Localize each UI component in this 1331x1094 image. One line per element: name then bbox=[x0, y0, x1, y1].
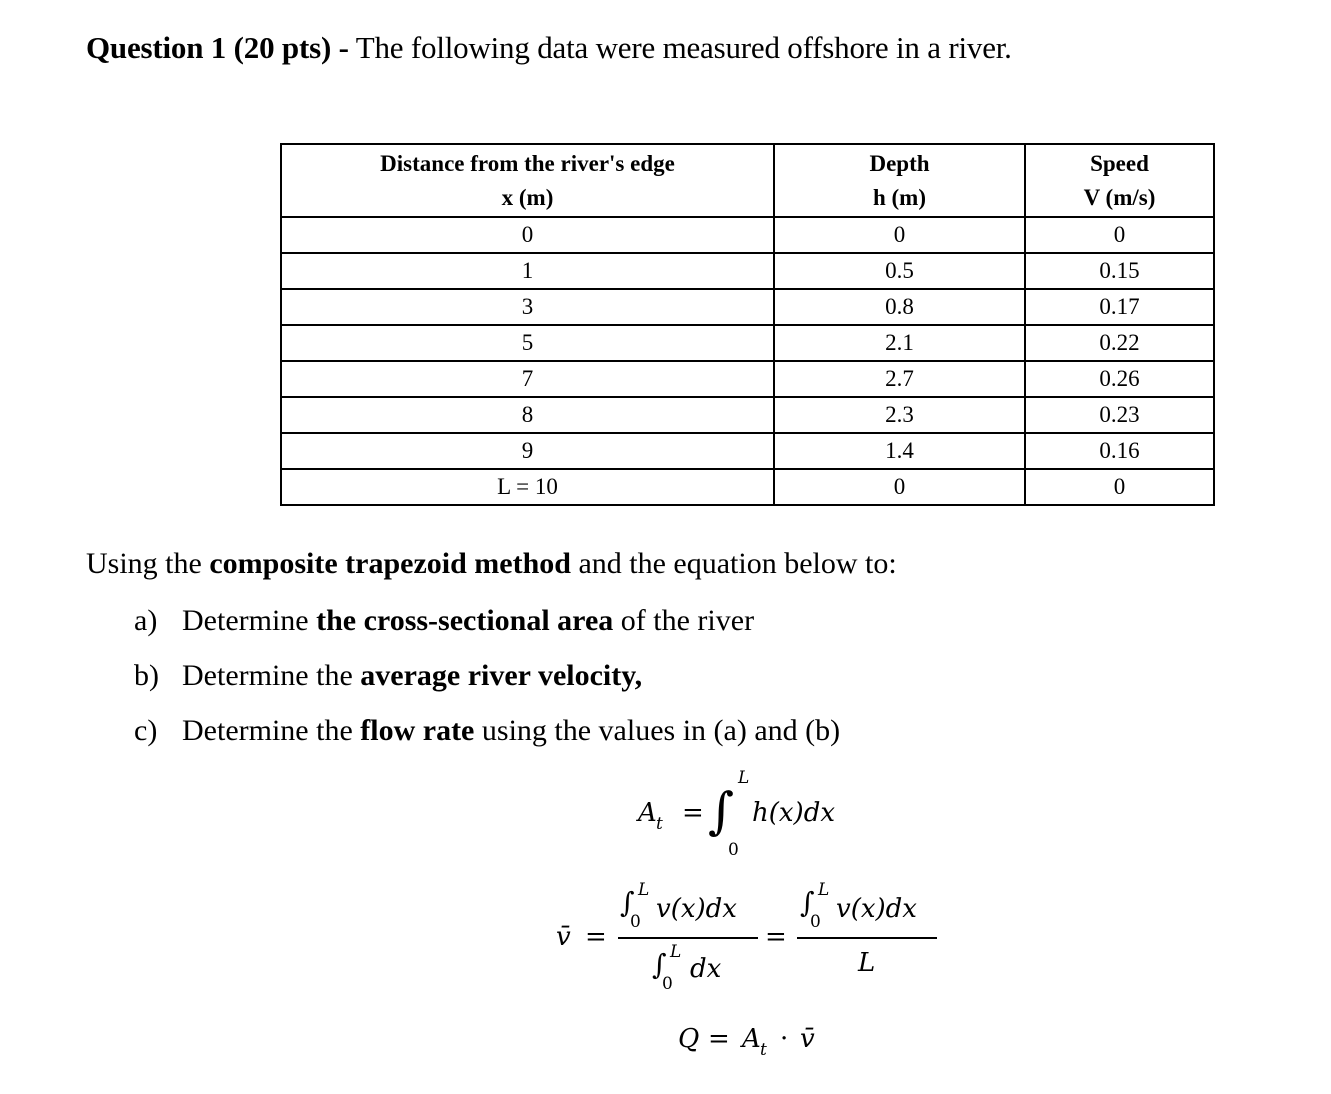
table-row bbox=[281, 433, 1214, 469]
num2-upper-limit: L bbox=[818, 880, 830, 900]
num1-integral-sign: ∫ bbox=[620, 886, 635, 919]
num1-lower-limit: 0 bbox=[630, 912, 641, 932]
cell-h: 2.7 bbox=[774, 361, 1025, 397]
table-row bbox=[281, 289, 1214, 325]
q-vbar: v̄ bbox=[800, 1024, 815, 1054]
table-row bbox=[281, 361, 1214, 397]
cell-x: 8 bbox=[281, 397, 774, 433]
area-lhs: A bbox=[638, 798, 657, 828]
fraction-bar-2 bbox=[797, 937, 937, 939]
header-depth bbox=[774, 144, 1025, 217]
item-label: a) bbox=[134, 604, 158, 637]
area-upper-limit: L bbox=[738, 768, 750, 788]
table-row bbox=[281, 217, 1214, 253]
num2-integral-sign: ∫ bbox=[800, 886, 815, 919]
header-line2: x (m) bbox=[501, 184, 554, 210]
item-post: using the values in (a) and (b) bbox=[481, 714, 841, 747]
cell-v: 0.16 bbox=[1025, 433, 1214, 469]
area-integrand: h(x)dx bbox=[752, 798, 836, 828]
num1-integrand: v(x)dx bbox=[656, 894, 737, 924]
instructions-bold: composite trapezoid method bbox=[209, 547, 571, 580]
q-area-sub: t bbox=[760, 1040, 767, 1060]
table-row bbox=[281, 469, 1214, 505]
cell-h: 2.3 bbox=[774, 397, 1025, 433]
header-line1: Distance from the river's edge bbox=[380, 150, 675, 176]
cell-h: 1.4 bbox=[774, 433, 1025, 469]
cell-v: 0.22 bbox=[1025, 325, 1214, 361]
velocity-equals-2: = bbox=[765, 922, 787, 952]
table-row bbox=[281, 253, 1214, 289]
item-pre: Determine bbox=[182, 604, 309, 637]
cell-h: 0 bbox=[774, 469, 1025, 505]
den1-lower-limit: 0 bbox=[662, 974, 673, 994]
item-bold: flow rate bbox=[360, 714, 475, 747]
table-header-row bbox=[281, 144, 1214, 217]
den1-upper-limit: L bbox=[670, 942, 682, 962]
item-b bbox=[134, 659, 642, 693]
cell-h: 0.5 bbox=[774, 253, 1025, 289]
header-speed bbox=[1025, 144, 1214, 217]
area-lower-limit: 0 bbox=[728, 840, 739, 860]
cell-x: 9 bbox=[281, 433, 774, 469]
cell-v: 0 bbox=[1025, 469, 1214, 505]
item-bold: average river velocity, bbox=[360, 659, 643, 692]
instructions-prefix: Using the bbox=[86, 547, 202, 580]
area-integral-sign: ∫ bbox=[708, 782, 735, 840]
question-heading bbox=[86, 30, 1012, 66]
header-distance bbox=[281, 144, 774, 217]
q-lhs: Q bbox=[678, 1024, 700, 1054]
header-line1: Speed bbox=[1090, 150, 1149, 176]
den1-integrand: dx bbox=[690, 954, 722, 984]
question-label: Question 1 (20 pts) - bbox=[86, 30, 349, 65]
q-equals: = bbox=[708, 1024, 730, 1054]
num1-upper-limit: L bbox=[638, 880, 650, 900]
item-a bbox=[134, 604, 754, 638]
area-sub: t bbox=[656, 814, 663, 834]
cell-x: 0 bbox=[281, 217, 774, 253]
fraction-bar-1 bbox=[618, 937, 758, 939]
instructions-suffix: and the equation below to: bbox=[578, 547, 897, 580]
item-pre: Determine the bbox=[182, 714, 353, 747]
cell-v: 0.26 bbox=[1025, 361, 1214, 397]
item-bold: the cross-sectional area bbox=[316, 604, 614, 637]
cell-h: 2.1 bbox=[774, 325, 1025, 361]
item-label: c) bbox=[134, 714, 158, 747]
num2-lower-limit: 0 bbox=[810, 912, 821, 932]
cell-x: 3 bbox=[281, 289, 774, 325]
table-row bbox=[281, 325, 1214, 361]
item-c bbox=[134, 714, 840, 748]
velocity-equals-1: = bbox=[585, 922, 607, 952]
question-text: The following data were measured offshore in a river. bbox=[355, 30, 1012, 65]
cell-x: 5 bbox=[281, 325, 774, 361]
q-dot: · bbox=[780, 1024, 789, 1054]
item-post: of the river bbox=[620, 604, 755, 637]
cell-v: 0.17 bbox=[1025, 289, 1214, 325]
cell-v: 0 bbox=[1025, 217, 1214, 253]
header-line1: Depth bbox=[869, 150, 930, 176]
cell-x: 7 bbox=[281, 361, 774, 397]
instructions bbox=[86, 547, 897, 581]
item-pre: Determine the bbox=[182, 659, 353, 692]
cell-h: 0 bbox=[774, 217, 1025, 253]
cell-v: 0.15 bbox=[1025, 253, 1214, 289]
header-line2: V (m/s) bbox=[1083, 184, 1156, 210]
vbar-lhs: v̄ bbox=[556, 922, 571, 952]
den1-integral-sign: ∫ bbox=[652, 948, 667, 981]
data-table bbox=[280, 143, 1215, 506]
cell-h: 0.8 bbox=[774, 289, 1025, 325]
cell-x: 1 bbox=[281, 253, 774, 289]
item-label: b) bbox=[134, 659, 159, 692]
area-equals: = bbox=[682, 798, 704, 828]
cell-v: 0.23 bbox=[1025, 397, 1214, 433]
den2-length: L bbox=[858, 948, 876, 978]
cell-x: L = 10 bbox=[281, 469, 774, 505]
q-area: A bbox=[742, 1024, 761, 1054]
table-row bbox=[281, 397, 1214, 433]
header-line2: h (m) bbox=[872, 184, 927, 210]
num2-integrand: v(x)dx bbox=[836, 894, 917, 924]
